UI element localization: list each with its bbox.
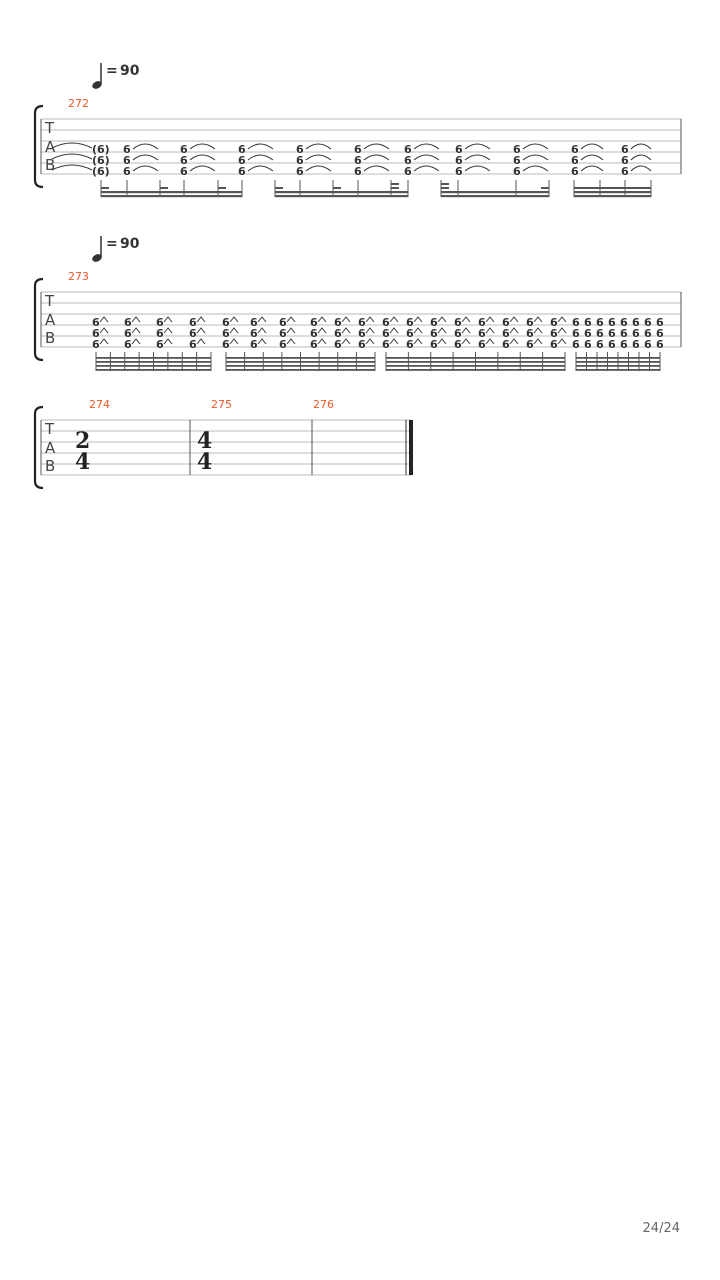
chord [430,316,446,351]
accent-mark [100,339,108,344]
chord [382,316,398,351]
tab-note: 6 [156,327,164,340]
accent-mark [100,328,108,333]
accent-mark [197,328,205,333]
tab-note: 6 [584,327,592,340]
tab-note: 6 [620,338,628,351]
time-signature-top: 2 [75,428,91,454]
tab-note: 6 [572,327,580,340]
tab-note: 6 [632,327,640,340]
time-signature-bottom: 4 [75,449,91,475]
chord [584,316,592,351]
tab-note: 6 [513,143,521,156]
tab-note: 6 [513,165,521,178]
tab-note: 6 [189,316,197,329]
chord [550,316,566,351]
svg-text:A: A [45,138,56,156]
tab-note: 6 [572,338,580,351]
tab-note: 6 [156,338,164,351]
accent-mark [462,328,470,333]
tab-note: 6 [180,143,188,156]
tab-note: 6 [596,316,604,329]
tab-note: 6 [502,316,510,329]
chord [572,316,580,351]
chord [620,316,628,351]
tab-note: 6 [526,316,534,329]
tab-note: 6 [92,327,100,340]
accent-mark [534,317,542,322]
accent-mark [510,339,518,344]
svg-text:T: T [45,420,55,438]
tab-note: 6 [550,327,558,340]
tab-note: 6 [222,327,230,340]
tab-note: 6 [406,327,414,340]
measure-number: 272 [68,97,89,110]
tab-note: 6 [404,165,412,178]
accent-mark [287,328,295,333]
chord [123,143,131,178]
tab-note: 6 [358,327,366,340]
measure-number: 276 [313,398,334,411]
tab-note: 6 [250,316,258,329]
chord [334,316,350,351]
tab-note: 6 [454,327,462,340]
time-signature-top: 4 [197,428,213,454]
tab-note: 6 [156,316,164,329]
tab-note: 6 [632,338,640,351]
chord [513,143,521,178]
accent-mark [318,339,326,344]
chord [310,316,326,351]
tab-note: 6 [478,316,486,329]
tab-note: 6 [455,165,463,178]
tab-note: 6 [621,143,629,156]
final-barline-thick [409,420,413,475]
chord [124,316,140,351]
accent-mark [318,328,326,333]
system-3 [35,398,413,488]
tab-note: 6 [478,338,486,351]
tab-note: 6 [550,338,558,351]
tab-note: 6 [250,338,258,351]
accent-mark [438,328,446,333]
chord [454,316,470,351]
chord [296,143,304,178]
chord [571,143,579,178]
tab-note: 6 [334,327,342,340]
tempo-equals: = [106,63,118,79]
tempo-equals: = [106,236,118,252]
accent-mark [414,339,422,344]
accent-mark [510,328,518,333]
tab-staff [41,420,411,475]
tab-note: 6 [310,316,318,329]
tempo-value: 90 [120,63,140,79]
tempo-marking [91,236,140,263]
tab-note: 6 [620,327,628,340]
accent-mark [164,339,172,344]
accent-mark [486,317,494,322]
chord [621,143,629,178]
accent-mark [197,317,205,322]
tab-note: 6 [358,338,366,351]
tab-note: 6 [656,316,664,329]
accent-mark [438,339,446,344]
chord [608,316,616,351]
accent-mark [390,328,398,333]
tab-note: (6) [92,154,110,167]
page-number: 24/24 [642,1221,680,1236]
tab-note: 6 [608,327,616,340]
tab-note: 6 [526,338,534,351]
chord [478,316,494,351]
tab-note: 6 [620,316,628,329]
chord [406,316,422,351]
accent-mark [462,339,470,344]
accent-mark [164,317,172,322]
svg-text:T: T [45,292,55,310]
tab-note: 6 [644,338,652,351]
tab-note: 6 [596,327,604,340]
tab-note: 6 [596,338,604,351]
time-signature-4-4 [197,428,212,475]
tab-note: 6 [124,338,132,351]
accent-mark [510,317,518,322]
chord [180,143,188,178]
tab-note: 6 [455,143,463,156]
tab-note: 6 [478,327,486,340]
tab-note: 6 [621,154,629,167]
accent-mark [534,328,542,333]
notes-measure-273 [92,316,664,351]
chord [156,316,172,351]
notes-measure-272 [92,143,629,178]
tab-note: 6 [621,165,629,178]
accent-mark [132,328,140,333]
accent-mark [462,317,470,322]
accent-mark [342,339,350,344]
tab-note: 6 [296,165,304,178]
accent-mark [164,328,172,333]
chord [502,316,518,351]
accent-mark [390,339,398,344]
tab-note: 6 [571,143,579,156]
tab-note: 6 [430,338,438,351]
tab-note: 6 [455,154,463,167]
system-bracket [35,106,43,187]
tab-note: 6 [404,154,412,167]
tab-note: 6 [608,316,616,329]
rhythm-beams [101,180,651,197]
measure-number: 273 [68,270,89,283]
accent-mark [258,317,266,322]
accent-mark [230,339,238,344]
accent-mark [438,317,446,322]
chord [238,143,246,178]
tab-note: 6 [354,154,362,167]
tab-note: 6 [430,327,438,340]
tempo-value: 90 [120,236,140,252]
tab-note: 6 [656,327,664,340]
tab-note: 6 [354,143,362,156]
tab-note: 6 [222,338,230,351]
tab-note: 6 [644,316,652,329]
tab-note: 6 [123,154,131,167]
tab-note: 6 [124,316,132,329]
tab-note: (6) [92,165,110,178]
tab-note: 6 [572,316,580,329]
tab-note: 6 [406,338,414,351]
tab-note: 6 [310,327,318,340]
tab-note: 6 [296,143,304,156]
tab-note: 6 [502,338,510,351]
tab-note: 6 [608,338,616,351]
svg-text:B: B [45,156,56,174]
accent-mark [366,328,374,333]
tab-note: 6 [189,338,197,351]
tab-note: 6 [644,327,652,340]
chord [632,316,640,351]
tab-note: 6 [124,327,132,340]
tab-note: 6 [250,327,258,340]
tab-note: 6 [279,327,287,340]
accent-mark [132,339,140,344]
svg-text:T: T [45,119,55,137]
tab-note: 6 [238,165,246,178]
tab-note: 6 [238,143,246,156]
accent-mark [486,339,494,344]
incoming-ties [52,143,92,170]
accent-mark [342,317,350,322]
tab-note: 6 [430,316,438,329]
tab-note: 6 [584,316,592,329]
rhythm-beams [96,352,660,371]
tab-note: 6 [92,316,100,329]
tab-note: 6 [656,338,664,351]
chord [656,316,664,351]
tab-note: 6 [404,143,412,156]
accent-mark [486,328,494,333]
tempo-marking [91,63,140,90]
tab-note: 6 [513,154,521,167]
chord [279,316,295,351]
chord [92,143,110,178]
tab-note: 6 [406,316,414,329]
accent-mark [230,328,238,333]
accent-mark [258,339,266,344]
accent-mark [366,339,374,344]
tab-note: 6 [310,338,318,351]
chord [455,143,463,178]
accent-mark [100,317,108,322]
tab-note: 6 [632,316,640,329]
tab-clef [44,420,56,475]
tab-note: 6 [334,338,342,351]
system-1 [35,63,681,197]
accent-mark [558,339,566,344]
chord [354,143,362,178]
svg-text:B: B [45,329,56,347]
tab-note: 6 [550,316,558,329]
tab-note: 6 [189,327,197,340]
accent-mark [558,317,566,322]
measure-number: 275 [211,398,232,411]
accent-mark [318,317,326,322]
tab-note: 6 [526,327,534,340]
tab-note: 6 [296,154,304,167]
accent-mark [230,317,238,322]
tab-note: 6 [382,316,390,329]
tab-note: 6 [382,338,390,351]
tab-note: 6 [502,327,510,340]
chord [189,316,205,351]
tab-note: 6 [358,316,366,329]
chord [222,316,238,351]
tab-note: 6 [354,165,362,178]
chord [358,316,374,351]
system-bracket [35,279,43,360]
chord [596,316,604,351]
measure-number: 274 [89,398,110,411]
tab-note: 6 [279,316,287,329]
accent-mark [132,317,140,322]
tab-note: 6 [238,154,246,167]
tab-note: 6 [123,143,131,156]
accent-mark [258,328,266,333]
tab-note: 6 [571,154,579,167]
tab-clef [44,292,56,347]
time-signature-bottom: 4 [197,449,213,475]
accent-mark [390,317,398,322]
accent-mark [287,317,295,322]
tab-note: 6 [454,338,462,351]
tab-note: 6 [584,338,592,351]
tab-note: 6 [279,338,287,351]
chord [526,316,542,351]
accent-mark [287,339,295,344]
chord [404,143,412,178]
svg-text:A: A [45,439,56,457]
tab-note: 6 [454,316,462,329]
tab-note: 6 [222,316,230,329]
tab-note: 6 [180,154,188,167]
tab-note: 6 [334,316,342,329]
accent-mark [197,339,205,344]
accent-mark [558,328,566,333]
time-signature-2-4 [75,428,90,475]
accent-mark [342,328,350,333]
tab-note: 6 [382,327,390,340]
accent-mark [534,339,542,344]
svg-text:A: A [45,311,56,329]
tab-note: (6) [92,143,110,156]
tab-note: 6 [92,338,100,351]
system-bracket [35,407,43,488]
chord [92,316,108,351]
tab-note: 6 [123,165,131,178]
tab-note: 6 [571,165,579,178]
svg-text:B: B [45,457,56,475]
chord [250,316,266,351]
accent-mark [414,317,422,322]
accent-mark [414,328,422,333]
accent-mark [366,317,374,322]
chord [644,316,652,351]
system-2 [35,236,681,371]
tab-note: 6 [180,165,188,178]
